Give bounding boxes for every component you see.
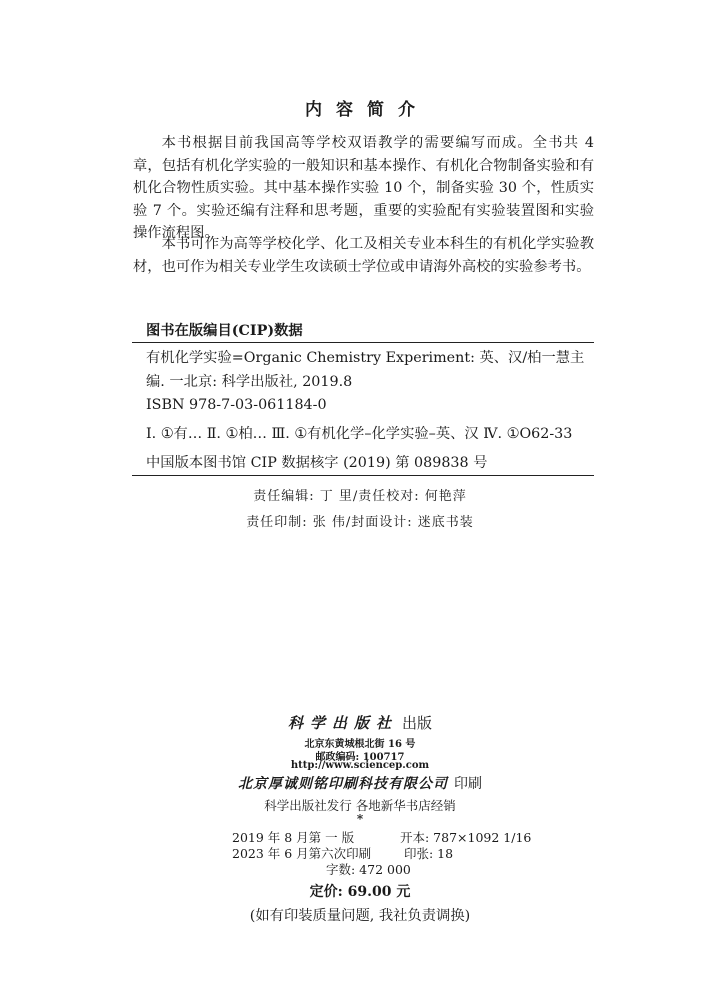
publisher-brand: 科学出版社 — [287, 714, 398, 732]
cip-core-data: 中国版本图书馆 CIP 数据核字 (2019) 第 089838 号 — [146, 455, 488, 471]
cip-classification: Ⅰ. ①有… Ⅱ. ①柏… Ⅲ. ①有机化学–化学实验–英、汉 Ⅳ. ①O62-33 — [146, 426, 573, 442]
price: 定价: 69.00 元 — [309, 884, 411, 900]
printer-suffix: 印刷 — [454, 776, 482, 792]
cip-heading: 图书在版编目(CIP)数据 — [146, 323, 303, 339]
distribution-line: 科学出版社发行 各地新华书店经销 — [264, 798, 456, 813]
printed-sheets: 印张: 18 — [404, 846, 454, 861]
printer-brand: 北京厚诚则铭印刷科技有限公司 — [238, 776, 448, 792]
production-credits: 责任印制: 张 伟/封面设计: 迷底书装 — [246, 515, 474, 530]
publisher-line — [0, 712, 720, 733]
publisher-url: http://www.sciencep.com — [290, 760, 430, 771]
intro-paragraph-2: 本书可作为高等学校化学、化工及相关专业本科生的有机化学实验教材，也可作为相关专业学生攻读硕士学位或申请海外高校的实验参考书。 — [133, 236, 594, 275]
edition-date: 2019 年 8 月第 一 版 — [232, 830, 355, 845]
cip-top-rule — [132, 342, 594, 343]
publisher-address: 北京东黄城根北街 16 号 — [304, 739, 416, 750]
publisher-suffix: 出版 — [402, 714, 433, 732]
word-count: 字数: 472 000 — [326, 862, 411, 877]
cip-bottom-rule — [132, 475, 594, 476]
separator-star: * — [356, 812, 364, 826]
printing-date: 2023 年 6 月第六次印刷 — [232, 846, 372, 861]
editor-credits: 责任编辑: 丁 里/责任校对: 何艳萍 — [253, 489, 467, 504]
cip-isbn: ISBN 978-7-03-061184-0 — [146, 397, 327, 413]
intro-paragraph-1: 本书根据目前我国高等学校双语教学的需要编写而成。全书共 4 章，包括有机化学实验的一般知识和基本操作、有机化合物制备实验和有机化合物性质实验。其中基本操作实验 10 个，制备实验 30 个，性质实验 7 个。实验还编有注释和思考题，重要的实验配有实验装置图和实验操作流程图。 — [133, 135, 594, 241]
printer-line — [0, 773, 720, 793]
book-format: 开本: 787×1092 1/16 — [400, 830, 532, 845]
quality-notice: (如有印装质量问题, 我社负责调换) — [249, 908, 471, 924]
intro-title: 内容简介 — [305, 100, 429, 120]
publisher-postcode: 邮政编码: 100717 — [315, 752, 405, 763]
cip-entry: 有机化学实验=Organic Chemistry Experiment: 英、汉/柏一慧主编. 一北京: 科学出版社, 2019.8 — [146, 350, 585, 390]
